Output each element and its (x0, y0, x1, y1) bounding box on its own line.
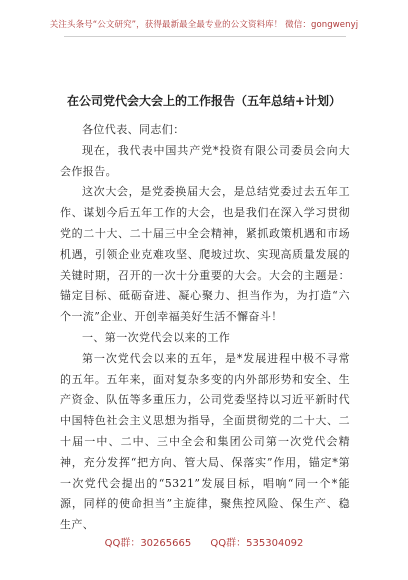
qq-group-2: QQ群：535304092 (210, 538, 304, 549)
section-heading: 一、第一次党代会以来的工作 (82, 330, 231, 344)
salutation-paragraph: 各位代表、同志们： (82, 123, 185, 136)
body-paragraph: 现在，我代表中国共产党*投资有限公司委员会向大会作报告。 (60, 143, 350, 178)
body-paragraph: 这次大会，是党委换届大会，是总结党委过去五年工作、谋划今后五年工作的大会，也是我们在深入学习贯彻党的二十大、二十届三中全会精神，紧抓政策机遇和市场机遇，引领企业克难攻坚、爬坡过坎、实现高质量发展的关键时期，召开的一次十分重要的大会。大会的主题是：锚定目标、砥砺奋进、凝心聚力、担当作为，为打造“六个一流”企业、开创幸福美好生活不懈奋斗！ (60, 185, 350, 324)
header-note: 关注头条号“公文研究”，获得最新最全最专业的公文资料库！ 微信：gongwenyj (49, 20, 359, 30)
qq-group-1: QQ群：30265665 (104, 538, 192, 549)
document-title: 在公司党代会大会上的工作报告（五年总结+计划） (66, 94, 342, 108)
body-paragraph: 第一次党代会以来的五年，是*发展进程中极不寻常的五年。五年来，面对复杂多变的内外部形势和安全、生产资金、队伍等多重压力，公司党委坚持以习近平新时代中国特色社会主义思想为指导，全面贯彻党的二十大、二十届一中、二中、三中全会和集团公司第一次党代会精神，充分发挥“把方向、管大局、保落实”作用，锚定*第一次党代会提出的“5321”发展目标，唱响“同一个*能源，同样的使命担当”主旋律，聚焦控风险、保生产、稳生产、 (60, 351, 350, 532)
header-divider (64, 36, 346, 37)
footer-contacts (0, 534, 408, 549)
document-body (60, 120, 350, 536)
